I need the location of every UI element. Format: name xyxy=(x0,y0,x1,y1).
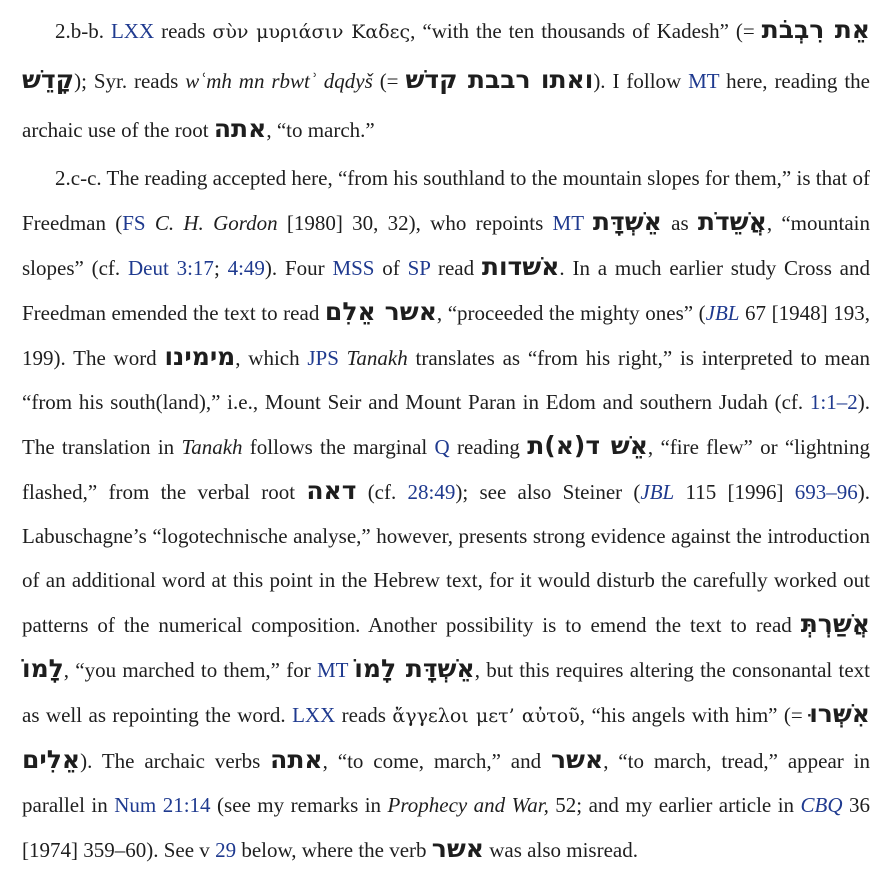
hebrew-text: ואתו רבבת קדשׁ xyxy=(405,65,594,94)
reference-link[interactable]: MT xyxy=(552,211,584,235)
italic-text: wʿmh mn rbwtʾ dqdyš xyxy=(185,69,373,93)
reference-link[interactable]: 1:1–2 xyxy=(809,390,858,414)
text-run: here, reading the archaic use of the root xyxy=(22,69,870,142)
text-run: ); Syr. reads xyxy=(74,69,186,93)
text-run: (see my remarks in xyxy=(210,793,388,817)
greek-text: σὺν μυριάσιν Καδες xyxy=(212,21,411,43)
reference-link[interactable]: 29 xyxy=(215,838,237,862)
text-run: ). The archaic verbs xyxy=(80,749,271,773)
text-run: ; xyxy=(213,256,228,280)
hebrew-text: אֲשַׁרְתְּ לָמוֹ xyxy=(22,609,870,683)
reference-link[interactable]: SP xyxy=(407,256,431,280)
reference-link[interactable]: MSS xyxy=(332,256,375,280)
text-run: , “his angels with him” (= xyxy=(579,703,810,727)
text-run: , which xyxy=(235,346,308,370)
text-run: , “to march, tread,” appear in parallel in xyxy=(22,749,870,817)
text-run: 67 [1948] 193, 199). The word xyxy=(22,301,870,370)
italic-text: Tanakh xyxy=(181,435,243,459)
text-run: reading xyxy=(449,435,528,459)
text-run: as xyxy=(661,211,698,235)
hebrew-text: אֵת רִבְבֹת קָדֵשׁ xyxy=(22,15,870,94)
text-run: , “you marched to them,” for xyxy=(63,658,317,682)
text-run: [1980] 30, 32), who repoints xyxy=(277,211,553,235)
text-run: of xyxy=(374,256,408,280)
reference-link[interactable]: JPS xyxy=(307,346,339,370)
text-run: ). Labuschagne’s “logotechnische analyse,” however, presents strong evidence against the introduction of an additional word at this point in the Hebrew text, for it would disturb the carefully worked out patterns of the numerical composition. Another possibility is to emend the text to read xyxy=(22,480,870,637)
text-run: read xyxy=(430,256,482,280)
hebrew-text: אֵשְׁדָּת לָמוֹ xyxy=(354,654,475,683)
text-run: 115 [1996] xyxy=(674,480,795,504)
text-run: reads xyxy=(154,19,213,43)
reference-link[interactable]: Q xyxy=(434,435,450,459)
reference-link[interactable]: 4:49 xyxy=(227,256,265,280)
hebrew-text: אשר אֵלִם xyxy=(324,297,437,326)
text-run: translates as “from his right,” is interpreted to mean “from his south(land),” i.e., Mount Seir and Mount Paran in Edom and southern Judah (cf. xyxy=(22,346,871,414)
text-run: , “mountain slopes” (cf. xyxy=(22,211,870,280)
hebrew-text: אתה xyxy=(270,745,323,774)
hebrew-text: אֲשֵׁדֹת xyxy=(697,207,767,236)
text-run: follows the marginal xyxy=(242,435,435,459)
text-run: 36 [1974] 359–60). See v xyxy=(22,793,871,862)
textual-note-2c xyxy=(22,156,870,872)
text-run: (cf. xyxy=(356,480,408,504)
reference-link[interactable]: JBL xyxy=(705,301,740,325)
text-run: . In a much earlier study Cross and Freedman emended the text to read xyxy=(22,256,870,325)
italic-text: Prophecy and War, xyxy=(387,793,549,817)
greek-text: ἄγγελοι μετ’ αὐτοῦ xyxy=(392,705,580,727)
text-run: ). I follow xyxy=(593,69,689,93)
reference-link[interactable]: JBL xyxy=(640,480,675,504)
text-run: ). The translation in xyxy=(22,390,870,459)
text-run: below, where the verb xyxy=(236,838,432,862)
reference-link[interactable]: MT xyxy=(316,658,349,682)
text-run: , “to come, march,” and xyxy=(322,749,551,773)
hebrew-text: דאה xyxy=(306,476,357,505)
text-run xyxy=(146,211,155,235)
text-run: reads xyxy=(335,703,393,727)
text-run: 52; and my earlier article in xyxy=(548,793,801,817)
text-run: , “with the ten thousands of Kadesh” (= xyxy=(410,19,762,43)
reference-link[interactable]: Deut 3:17 xyxy=(127,256,214,280)
italic-text: Tanakh xyxy=(346,346,408,370)
text-run: was also misread. xyxy=(484,838,638,862)
text-run: ); see also Steiner ( xyxy=(455,480,641,504)
hebrew-text: אשר xyxy=(550,745,604,774)
text-run: ). Four xyxy=(264,256,333,280)
reference-link[interactable]: MT xyxy=(688,69,720,93)
hebrew-text: אִשְּׁרוּ אֵלִים xyxy=(22,699,870,774)
reference-link[interactable]: Num 21:14 xyxy=(114,793,211,817)
reference-link[interactable]: LXX xyxy=(292,703,336,727)
hebrew-text: אֵשְׁדָּת xyxy=(592,207,662,236)
hebrew-text: אשׁדות xyxy=(481,252,560,281)
text-run: 2.c-c. The reading accepted here, “from his southland to the mountain slopes for them,” is that of Freedman ( xyxy=(22,166,870,235)
hebrew-text: אֵשׁ ד(א)ת xyxy=(527,431,648,460)
reference-link[interactable]: LXX xyxy=(110,19,155,43)
reference-link[interactable]: CBQ xyxy=(800,793,843,817)
italic-text: C. H. Gordon xyxy=(154,211,278,235)
hebrew-text: אתה xyxy=(213,114,267,143)
reference-link[interactable]: 28:49 xyxy=(407,480,456,504)
text-run: 2.b-b. xyxy=(55,19,111,43)
text-run: , but this requires altering the consonantal text as well as repointing the word. xyxy=(22,658,870,727)
text-run: (= xyxy=(372,69,406,93)
reference-link[interactable]: FS xyxy=(122,211,146,235)
reference-link[interactable]: 693–96 xyxy=(794,480,858,504)
textual-note-2b xyxy=(22,6,870,154)
text-run: , “to march.” xyxy=(266,118,375,142)
hebrew-text: מימינו xyxy=(164,342,236,371)
text-run: , “proceeded the mighty ones” ( xyxy=(436,301,706,325)
hebrew-text: אשר xyxy=(431,834,485,863)
text-run xyxy=(339,346,347,370)
text-run xyxy=(584,211,593,235)
text-run: , “fire flew” or “lightning flashed,” from the verbal root xyxy=(22,435,870,504)
